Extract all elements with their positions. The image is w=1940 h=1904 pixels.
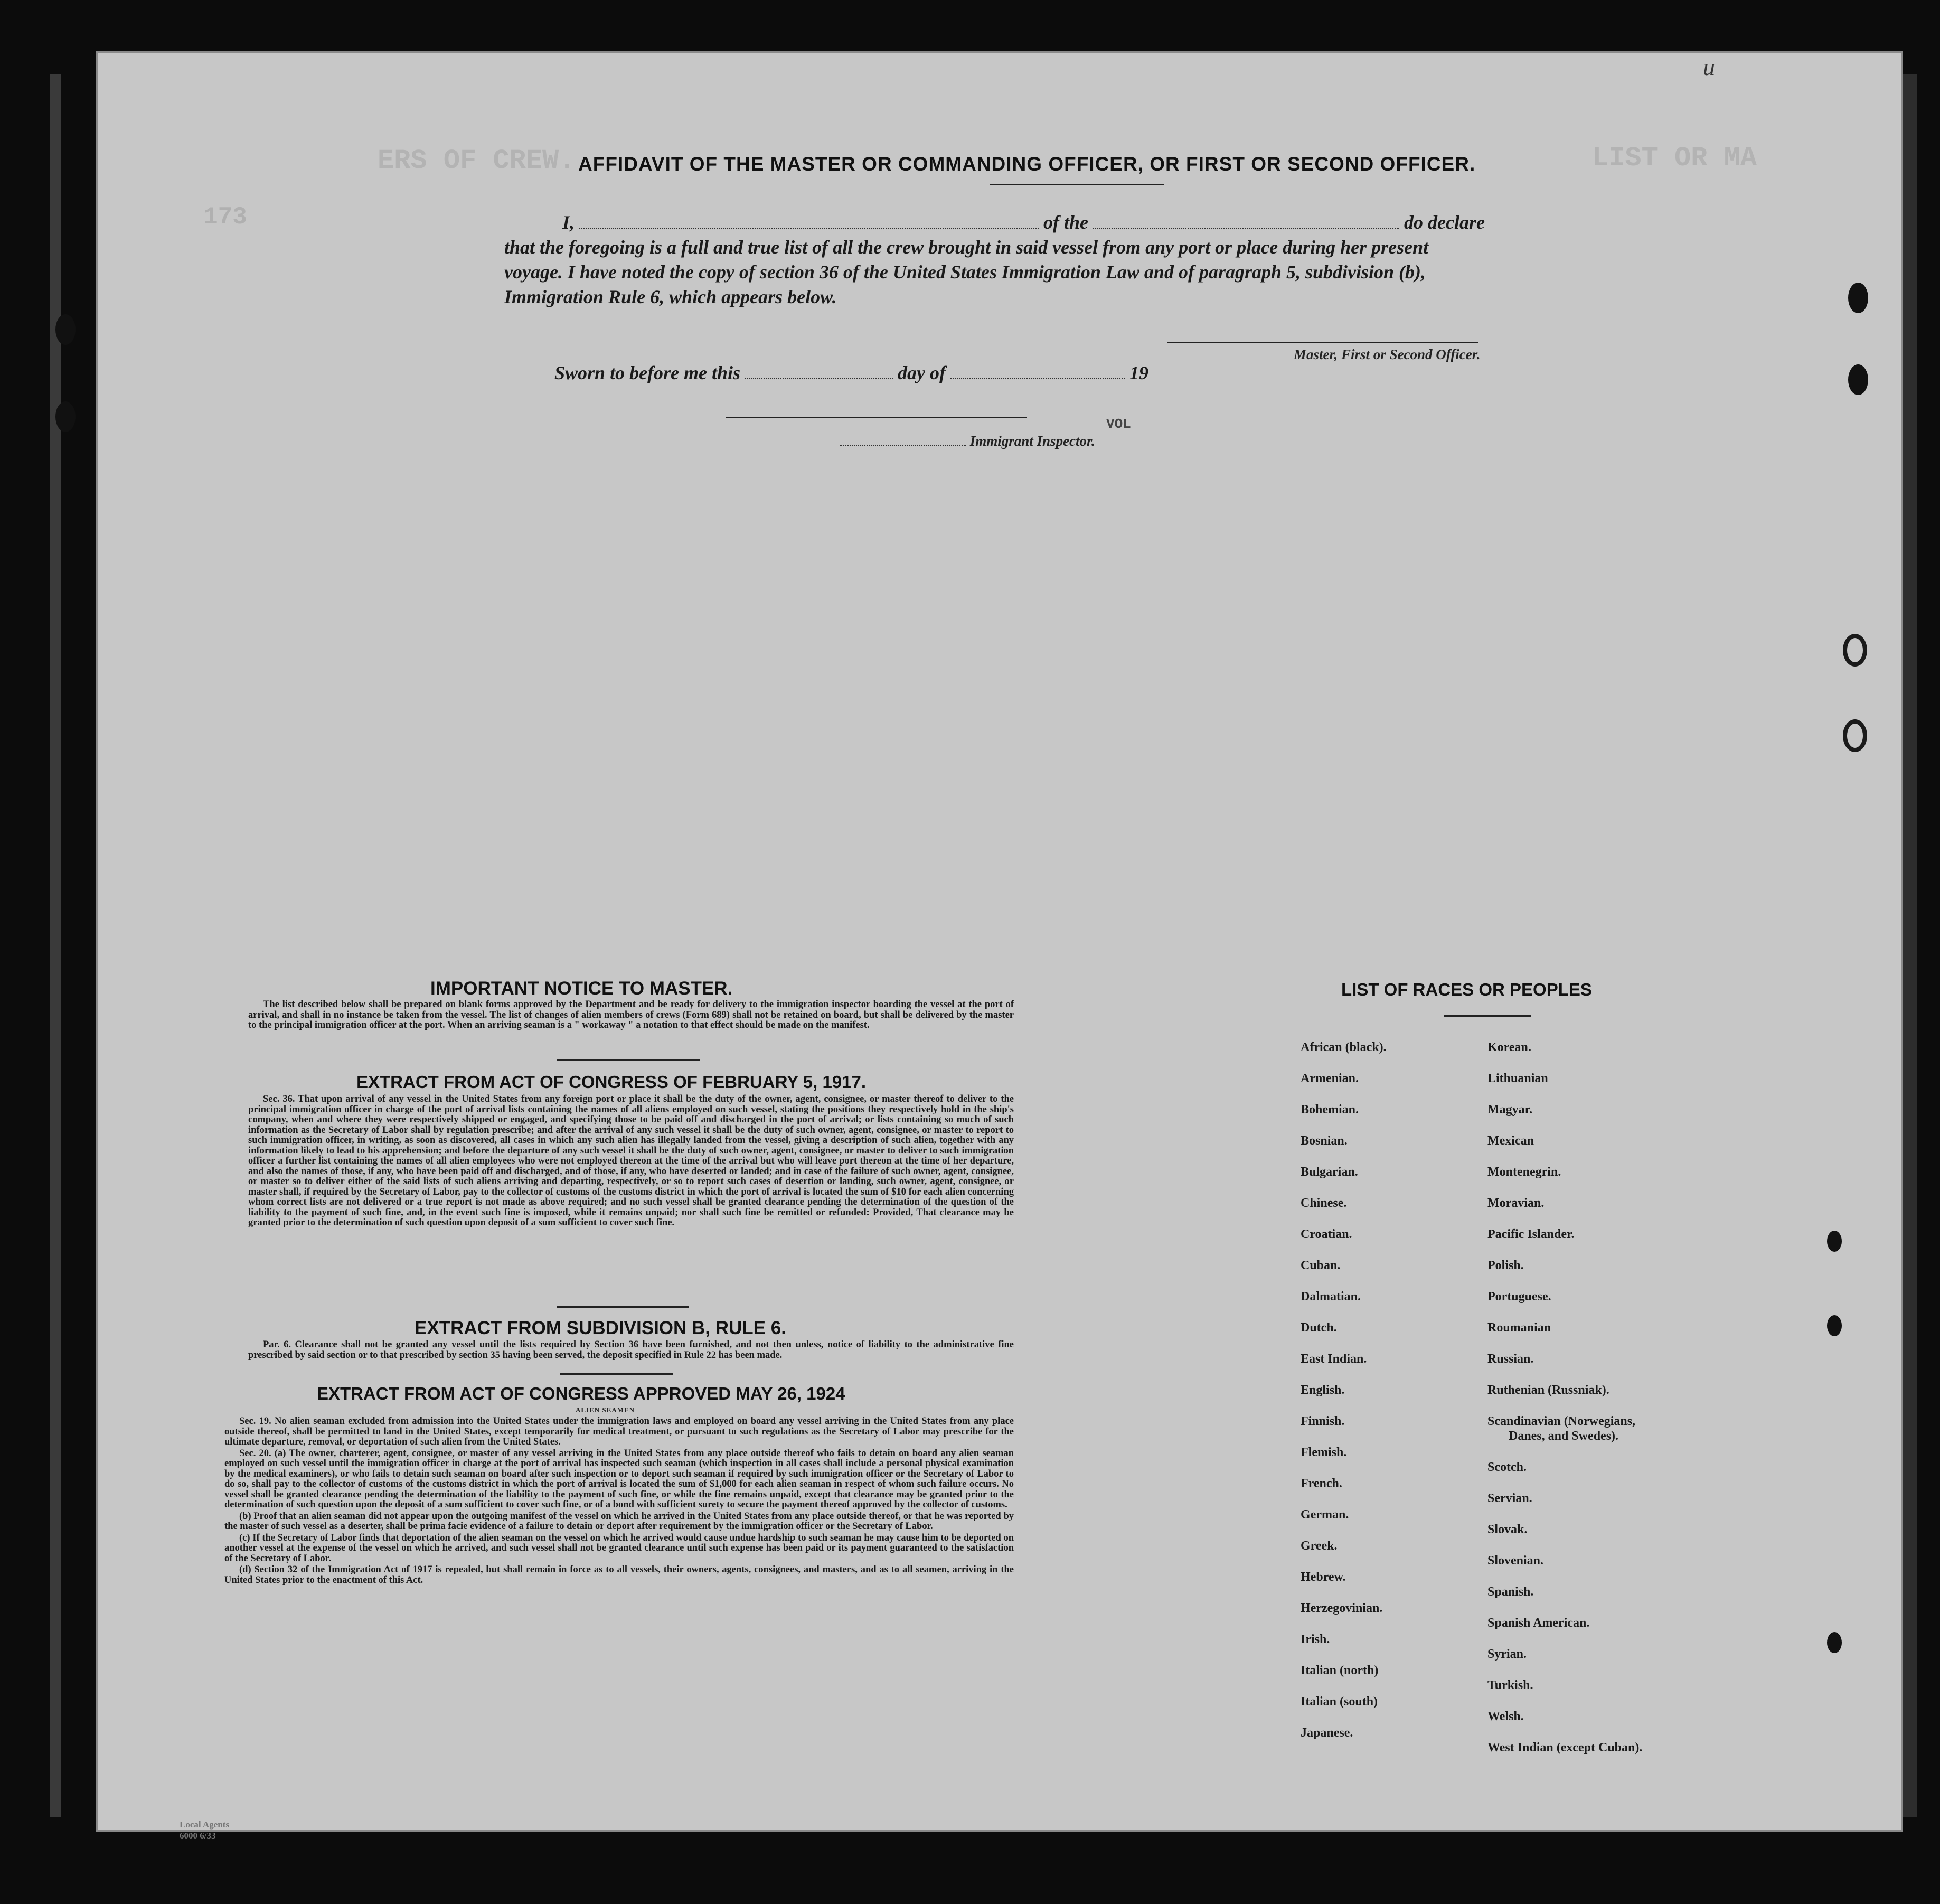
year-text: 19 <box>1129 362 1149 383</box>
bleed-number: 173 <box>203 203 247 231</box>
extract-1917-title: EXTRACT FROM ACT OF CONGRESS OF FEBRUARY 5, 1917. <box>356 1072 867 1092</box>
sworn-text: Sworn to before me this <box>554 362 741 383</box>
extract-1917-body <box>248 1094 1014 1230</box>
race-item: Dalmatian. <box>1301 1290 1361 1303</box>
race-item: Italian (south) <box>1301 1695 1378 1709</box>
race-item: Bulgarian. <box>1301 1165 1358 1179</box>
race-item: Syrian. <box>1487 1647 1527 1661</box>
race-item: Armenian. <box>1301 1072 1359 1085</box>
binding-hole <box>1848 364 1868 395</box>
race-item: Turkish. <box>1487 1678 1533 1692</box>
race-item: Roumanian <box>1487 1321 1551 1335</box>
race-item: East Indian. <box>1301 1352 1367 1366</box>
section-20c-paragraph: (c) If the Secretary of Labor finds that deportation of the alien seaman on the vessel on which he arrived would cause undue hardship to such seaman he may cause him to be deported on another vessel at the expense of the vessel on which he arrived, and such vessel shall not be granted clearance until such expense has been paid or its payment guaranteed to the satisfaction of the Secretary of Labor. <box>224 1532 1014 1564</box>
affidavit-line-4: Immigration Rule 6, which appears below. <box>504 286 837 307</box>
race-item: Scandinavian (Norwegians, <box>1487 1414 1636 1428</box>
race-item: Greek. <box>1301 1539 1338 1553</box>
notice-title: IMPORTANT NOTICE TO MASTER. <box>430 978 733 999</box>
race-item: Korean. <box>1487 1040 1531 1054</box>
race-item: Russian. <box>1487 1352 1534 1366</box>
do-declare-text: do declare <box>1404 212 1485 233</box>
race-item: Ruthenian (Russniak). <box>1487 1383 1609 1397</box>
binding-hole-outline <box>1843 634 1867 667</box>
section-20a-paragraph: Sec. 20. (a) The owner, charterer, agent, consignee, or master of any vessel arriving in the United States from any place outside thereof who fails to detain on board any alien seaman employed on such vessel until the immigration officer in charge at the port of arrival has inspected such seaman (which inspection in all cases shall include a personal physical examination by the medical examiners), or who fails to detain such seaman on board after such inspection or to deport such seaman if required by such immigration officer or the Secretary of Labor to do so, shall pay to the collector of customs of the customs district in which the port of arrival is located the sum of $1,000 for each alien seaman in respect of whom such failure occurs. No vessel shall be granted clearance pending the determination of the liability to the payment of such fine, or while the fine remains unpaid, except that clearance may be granted prior to the determination of such question upon the deposit of a sum sufficient to cover such fine, or of a bond with sufficient surety to secure the payment thereof approved by the collector of customs. <box>224 1448 1014 1510</box>
inspector-caption <box>840 433 1095 449</box>
race-item: German. <box>1301 1508 1349 1522</box>
handwritten-mark: u <box>1703 53 1715 80</box>
race-item: English. <box>1301 1383 1345 1397</box>
race-item: Lithuanian <box>1487 1072 1548 1085</box>
of-the-text: of the <box>1043 212 1089 233</box>
vessel-blank[interactable] <box>1093 214 1399 229</box>
sworn-line <box>554 362 1148 384</box>
extract-1924-body <box>224 1417 1014 1587</box>
race-item: Hebrew. <box>1301 1570 1346 1584</box>
notice-divider <box>557 1059 700 1061</box>
race-item: Irish. <box>1301 1633 1330 1646</box>
race-item: Slovak. <box>1487 1523 1528 1536</box>
rule-6-divider <box>560 1373 673 1375</box>
race-item: Cuban. <box>1301 1259 1341 1272</box>
binding-hole-outline <box>1843 719 1867 752</box>
name-blank[interactable] <box>579 214 1039 229</box>
race-item: Chinese. <box>1301 1196 1347 1210</box>
affidavit-line-1 <box>562 211 1485 233</box>
vol-mark: VOL <box>1106 416 1131 432</box>
form-page <box>98 53 1901 1841</box>
extract-1917-divider <box>557 1306 689 1308</box>
affidavit-divider <box>990 184 1164 185</box>
race-item: Croatian. <box>1301 1227 1352 1241</box>
binding-hole <box>55 314 76 345</box>
binding-hole <box>1848 283 1868 313</box>
race-item: Spanish American. <box>1487 1616 1590 1630</box>
bleed-header-2: ERS OF CREW. <box>378 145 576 176</box>
race-item: Scotch. <box>1487 1460 1527 1474</box>
race-item: French. <box>1301 1477 1342 1490</box>
day-of-text: day of <box>898 362 946 383</box>
race-item: Bosnian. <box>1301 1134 1348 1148</box>
race-item: Japanese. <box>1301 1726 1353 1740</box>
race-item: West Indian (except Cuban). <box>1487 1741 1643 1755</box>
affidavit-title: AFFIDAVIT OF THE MASTER OR COMMANDING OFFICER, OR FIRST OR SECOND OFFICER. <box>578 153 1476 175</box>
races-title: LIST OF RACES OR PEOPLES <box>1341 980 1592 999</box>
extract-1924-title: EXTRACT FROM ACT OF CONGRESS APPROVED MAY 26, 1924 <box>317 1384 845 1403</box>
binding-hole <box>1827 1632 1842 1653</box>
binding-hole <box>1827 1231 1842 1252</box>
race-item: Mexican <box>1487 1134 1534 1148</box>
race-item: Pacific Islander. <box>1487 1227 1575 1241</box>
inspector-label: Immigrant Inspector. <box>969 433 1095 449</box>
race-item: African (black). <box>1301 1040 1387 1054</box>
race-item: Moravian. <box>1487 1196 1545 1210</box>
alien-seamen-subtitle: ALIEN SEAMEN <box>576 1406 635 1414</box>
race-item: Servian. <box>1487 1492 1532 1505</box>
affidavit-line-2: that the foregoing is a full and true list of all the crew brought in said vessel from any port or place during her present <box>504 237 1429 258</box>
notice-body <box>248 1000 1014 1032</box>
rule-6-title: EXTRACT FROM SUBDIVISION B, RULE 6. <box>415 1318 786 1338</box>
signature-line[interactable] <box>1167 342 1478 343</box>
race-item: Polish. <box>1487 1259 1524 1272</box>
declaration-i: I, <box>562 212 575 233</box>
race-item: Flemish. <box>1301 1446 1347 1459</box>
affidavit-line-3: voyage. I have noted the copy of section 36 of the United States Immigration Law and of paragraph 5, subdivision (b), <box>504 261 1426 283</box>
race-item: Magyar. <box>1487 1103 1533 1117</box>
footer-agents: Local Agents <box>180 1819 229 1830</box>
rule-6-paragraph: Par. 6. Clearance shall not be granted any vessel until the lists required by Section 36 have been furnished, and not then unless, notice of liability to the administrative fine prescribed by said section or to that prescribed by section 35 having been served, the deposit specified in Rule 22 has been made. <box>248 1339 1014 1361</box>
section-20b-paragraph: (b) Proof that an alien seaman did not appear upon the outgoing manifest of the vessel on which he arrived in the United States from any place outside thereof, or that he was reported by the master of such vessel as a deserter, shall be prima facie evidence of a failure to detain or deport after requirement by the immigration officer or the Secretary of Labor. <box>224 1511 1014 1532</box>
under-page-edge-right <box>1901 74 1917 1817</box>
race-item: Herzegovinian. <box>1301 1601 1383 1615</box>
bleed-header: LIST OR MA <box>1592 143 1757 174</box>
section-36-paragraph: Sec. 36. That upon arrival of any vessel in the United States from any foreign port or place it shall be the duty of the owner, agent, consignee, or master thereof to deliver to the principal immigration officer in charge of the port of arrival lists containing the names of all aliens employed on such vessel, stating the positions they respectively hold in the ship's company, when and where they were respectively shipped or engaged, and specifying those to be paid off and discharged in the port of arrival; or lists containing so much of such information as the Secretary of Labor shall by regulation prescribe; and after the arrival of any such vessel it shall be the duty of such owner, agent, consignee, or master to report to such immigration officer, in writing, as soon as discovered, all cases in which any such alien has illegally landed from the vessel, giving a description of such alien, together with any information likely to lead to his apprehension; and before the departure of any such vessel it shall be the duty of such owner, agent, consignee, or master to deliver to such immigration officer a further list containing the names of all alien employees who were not employed thereon at the time of the arrival but who will leave port thereon at the time of her departure, and also the names of those, if any, who have been paid off and discharged, and of those, if any, who have deserted or landed; and in case of the failure of such owner, agent, consignee, or master so to deliver either of the said lists of such aliens arriving and departing, respectively, or so to report such cases of desertion or landing, such owner, agent, consignee, or master shall, if required by the Secretary of Labor, pay to the collector of customs of the customs district in which the port of arrival is located the sum of $10 for each alien concerning whom correct lists are not delivered or a true report is not made as above required; and no such vessel shall be granted clearance pending the determination of the question of the liability to the payment of such fine, and, in the event such fine is imposed, while it remains unpaid; nor shall such fine be remitted or refunded: Provided, That clearance may be granted prior to the determination of such question upon deposit of a sum sufficient to cover such fine. <box>248 1094 1014 1228</box>
race-item: Portuguese. <box>1487 1290 1551 1303</box>
race-item: Montenegrin. <box>1487 1165 1561 1179</box>
inspector-signature-line[interactable] <box>726 417 1027 418</box>
binding-hole <box>1827 1315 1842 1336</box>
inspector-blank <box>840 435 966 446</box>
sworn-day-blank[interactable] <box>745 364 893 379</box>
binding-hole <box>55 401 76 432</box>
race-item: Danes, and Swedes). <box>1509 1429 1619 1443</box>
signature-caption: Master, First or Second Officer. <box>1294 346 1481 362</box>
rule-6-body <box>248 1340 1014 1362</box>
notice-paragraph: The list described below shall be prepared on blank forms approved by the Department and be ready for delivery to the immigration inspector boarding the vessel at the port of arrival, and shall in no instance be taken from the vessel. The list of changes of alien members of crews (Form 689) shall not be retained on board, but shall be delivered by the master to the principal immigration officer at the port. When an arriving seaman is a " workaway " a notation to that effect should be made on the manifest. <box>248 999 1014 1030</box>
race-item: Italian (north) <box>1301 1664 1379 1677</box>
race-item: Spanish. <box>1487 1585 1534 1599</box>
race-item: Slovenian. <box>1487 1554 1544 1568</box>
sworn-month-blank[interactable] <box>950 364 1125 379</box>
race-item: Welsh. <box>1487 1710 1524 1723</box>
race-item: Bohemian. <box>1301 1103 1359 1117</box>
footer-code: 6000 6/33 <box>180 1831 216 1841</box>
race-item: Finnish. <box>1301 1414 1345 1428</box>
races-divider <box>1444 1015 1531 1017</box>
section-20d-paragraph: (d) Section 32 of the Immigration Act of 1917 is repealed, but shall remain in force as to all vessels, their owners, agents, consignees, and masters, and as to all seamen, arriving in the United States prior to the enactment of this Act. <box>224 1564 1014 1586</box>
race-item: Dutch. <box>1301 1321 1337 1335</box>
section-19-paragraph: Sec. 19. No alien seaman excluded from admission into the United States under the immigration laws and employed on board any vessel arriving in the United States from any place outside thereof, shall be permitted to land in the United States, except temporarily for medical treatment, or pursuant to such regulations as the Secretary of Labor may prescribe for the ultimate departure, removal, or deportation of such alien from the United States. <box>224 1416 1014 1447</box>
